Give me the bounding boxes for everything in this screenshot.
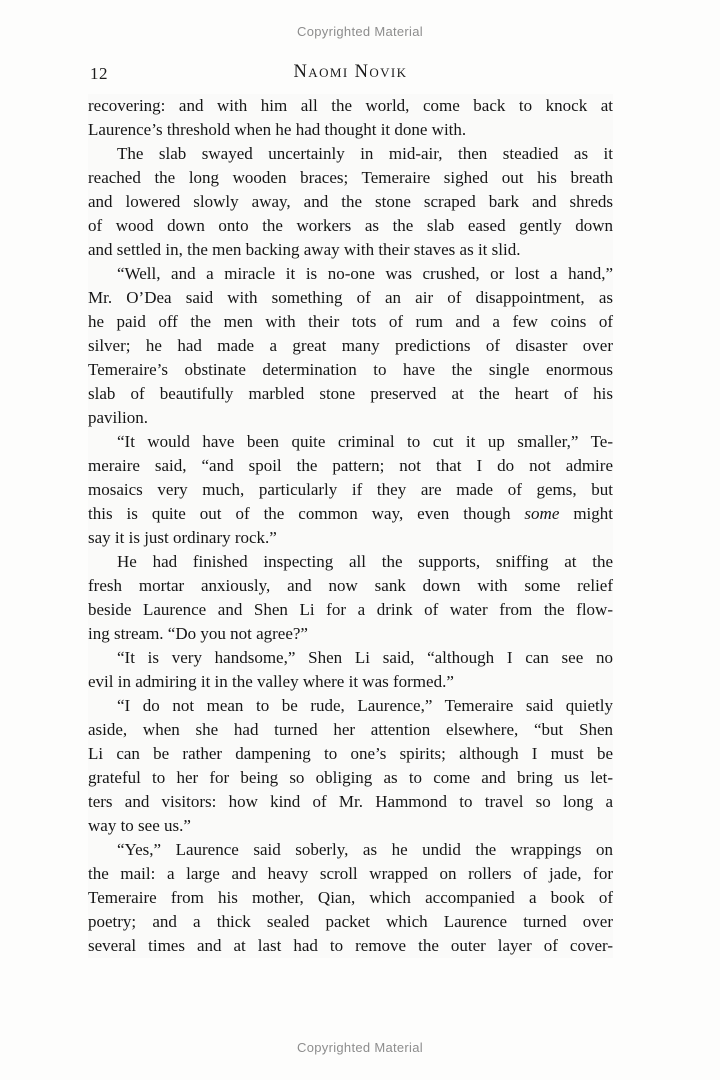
copyright-notice-bottom: Copyrighted Material — [297, 1040, 423, 1055]
body-line: The slab swayed uncertainly in mid-air, then steadied as it — [117, 144, 613, 163]
body-line: pavilion. — [88, 408, 148, 427]
body-line: fresh mortar anxiously, and now sank down with some relief — [88, 576, 613, 595]
body-line: “I do not mean to be rude, Laurence,” Temeraire said quietly — [117, 696, 613, 715]
body-line: the mail: a large and heavy scroll wrapped on rollers of jade, for — [88, 864, 613, 883]
body-line: several times and at last had to remove the outer layer of cover- — [88, 936, 613, 955]
body-line: evil in admiring it in the valley where it was formed.” — [88, 672, 454, 691]
body-line: silver; he had made a great many predictions of disaster over — [88, 336, 613, 355]
body-line: poetry; and a thick sealed packet which Laurence turned over — [88, 912, 613, 931]
body-line: “Well, and a miracle it is no-one was crushed, or lost a hand,” — [117, 264, 613, 283]
paragraph — [88, 694, 613, 838]
page-header — [88, 62, 613, 86]
paragraph — [88, 142, 613, 262]
running-head-author: Naomi Novik — [293, 62, 408, 82]
body-line: he paid off the men with their tots of rum and a few coins of — [88, 312, 613, 331]
body-line: reached the long wooden braces; Temeraire sighed out his breath — [88, 168, 613, 187]
body-line: ters and visitors: how kind of Mr. Hammond to travel so long a — [88, 792, 613, 811]
paragraph — [88, 430, 613, 550]
copyright-notice-top: Copyrighted Material — [297, 24, 423, 39]
body-line: this is quite out of the common way, even though some might — [88, 504, 614, 523]
body-line: slab of beautifully marbled stone preserved at the heart of his — [88, 384, 613, 403]
paragraph — [88, 646, 613, 694]
body-line: and lowered slowly away, and the stone scraped bark and shreds — [88, 192, 613, 211]
body-line: Laurence’s threshold when he had thought it done with. — [88, 120, 467, 139]
paragraph — [88, 550, 613, 646]
body-line: Temeraire’s obstinate determination to have the single enormous — [88, 360, 613, 379]
paragraph — [88, 262, 613, 430]
body-line: aside, when she had turned her attention elsewhere, “but Shen — [88, 720, 613, 739]
body-line: and settled in, the men backing away with their staves as it slid. — [88, 240, 521, 259]
body-line: “It would have been quite criminal to cut it up smaller,” Te- — [117, 432, 613, 451]
body-line: beside Laurence and Shen Li for a drink of water from the flow- — [88, 600, 613, 619]
body-line: He had finished inspecting all the supports, sniffing at the — [117, 552, 613, 571]
paragraph — [88, 94, 613, 142]
paragraph — [88, 838, 613, 958]
page-number: 12 — [90, 64, 108, 83]
body-line: way to see us.” — [88, 816, 191, 835]
body-line: meraire said, “and spoil the pattern; not that I do not admire — [88, 456, 613, 475]
body-line: recovering: and with him all the world, come back to knock at — [88, 96, 613, 115]
body-line: mosaics very much, particularly if they are made of gems, but — [88, 480, 613, 499]
body-line: say it is just ordinary rock.” — [88, 528, 277, 547]
body-line: grateful to her for being so obliging as to come and bring us let- — [88, 768, 613, 787]
body-line: Temeraire from his mother, Qian, which accompanied a book of — [88, 888, 613, 907]
body-line: “Yes,” Laurence said soberly, as he undid the wrappings on — [117, 840, 613, 859]
body-line: ing stream. “Do you not agree?” — [88, 624, 308, 643]
body-line: Mr. O’Dea said with something of an air of disappointment, as — [88, 288, 613, 307]
body-line: Li can be rather dampening to one’s spirits; although I must be — [88, 744, 613, 763]
body-text — [88, 94, 613, 958]
body-line: of wood down onto the workers as the slab eased gently down — [88, 216, 613, 235]
body-line: “It is very handsome,” Shen Li said, “although I can see no — [117, 648, 613, 667]
